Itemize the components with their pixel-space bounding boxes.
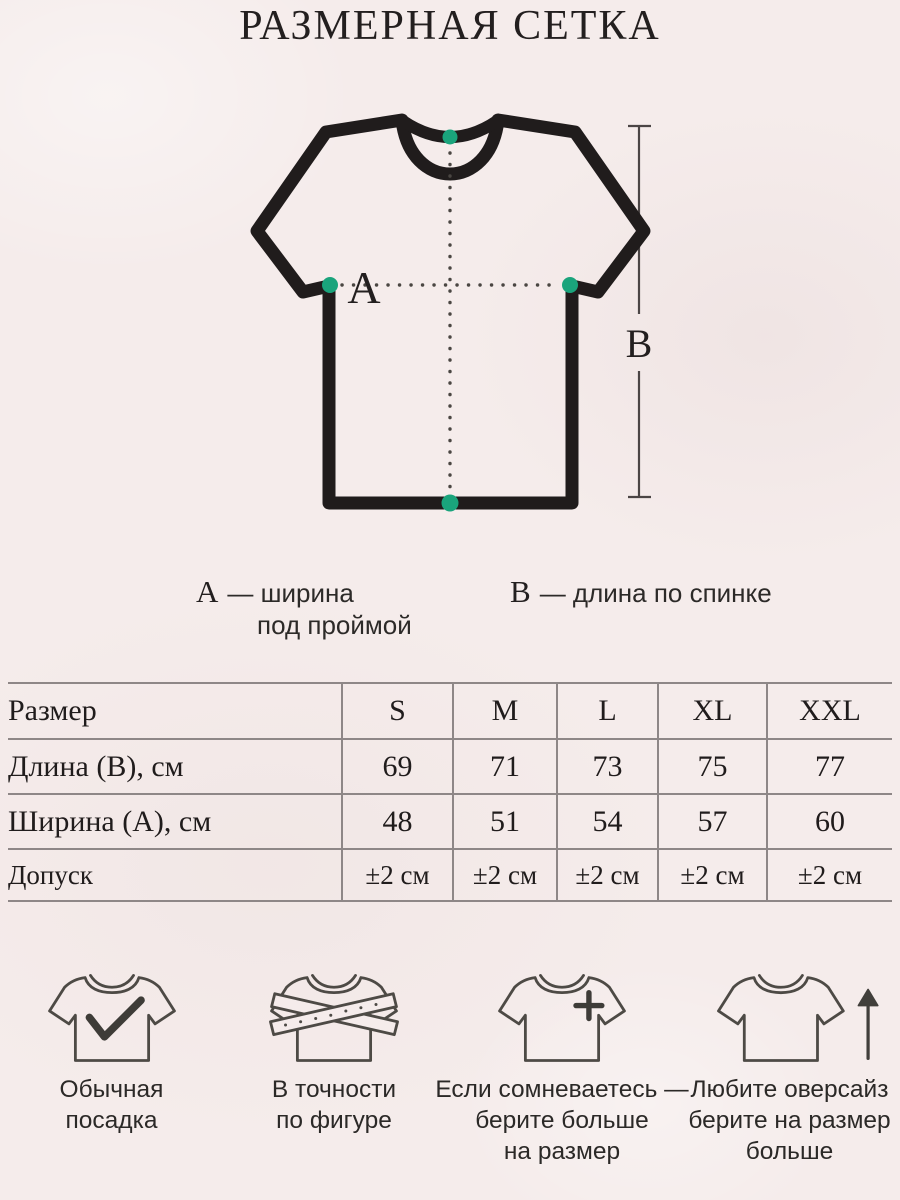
tshirt-arrow-icon xyxy=(698,970,881,1067)
tip-caption: В точности по фигуре xyxy=(271,1076,397,1134)
table-header-label: Размер xyxy=(8,694,97,727)
measure-line-b xyxy=(625,126,653,497)
size-table xyxy=(8,682,892,902)
table-row-tolerance: Допуск ±2 см ±2 см ±2 см ±2 см ±2 см xyxy=(8,849,892,901)
size-header-s: S xyxy=(342,683,453,739)
measure-point-left-underarm xyxy=(322,277,338,293)
tshirt-check-icon xyxy=(42,970,182,1067)
tshirt-tape-icon xyxy=(264,970,404,1067)
up-arrow xyxy=(858,989,877,1058)
legend-b-letter: В xyxy=(510,574,531,609)
measure-point-right-underarm xyxy=(562,277,578,293)
size-header-xl: XL xyxy=(658,683,767,739)
check-mark xyxy=(89,1000,141,1037)
tip-caption: Обычная посадка xyxy=(59,1076,164,1134)
tip-exact-fit xyxy=(223,958,445,1200)
table-row-length: Длина (В), см 69 71 73 75 77 xyxy=(8,739,892,794)
tip-size-up-if-unsure xyxy=(435,958,689,1200)
size-header-l: L xyxy=(557,683,658,739)
size-header-m: M xyxy=(453,683,557,739)
measure-point-hem xyxy=(442,495,459,512)
tshirt-plus-icon xyxy=(492,970,632,1067)
fit-tips xyxy=(0,958,900,1200)
page-title: РАЗМЕРНАЯ СЕТКА xyxy=(239,3,661,49)
size-header-xxl: XXL xyxy=(767,683,892,739)
measure-point-neck xyxy=(443,130,458,145)
diagram-label-b: B xyxy=(625,321,653,366)
table-row-width: Ширина (А), см 48 51 54 57 60 xyxy=(8,794,892,849)
tip-caption: Если сомневаетесь — берите больше на размер xyxy=(435,1076,689,1165)
legend-b-text: — длина по спинке xyxy=(539,578,772,608)
legend-a xyxy=(196,574,354,610)
tip-oversize xyxy=(679,958,900,1200)
tip-caption: Любите оверсайз берите на размер больше xyxy=(688,1076,891,1165)
legend-a-letter: А xyxy=(196,574,219,609)
diagram-label-a: A xyxy=(347,262,381,313)
legend-a-text-line2: под проймой xyxy=(257,610,412,640)
tip-regular-fit xyxy=(0,958,223,1200)
legend-b xyxy=(510,574,772,610)
table-header-row xyxy=(8,683,892,739)
legend-a-text: — ширина xyxy=(227,578,354,608)
